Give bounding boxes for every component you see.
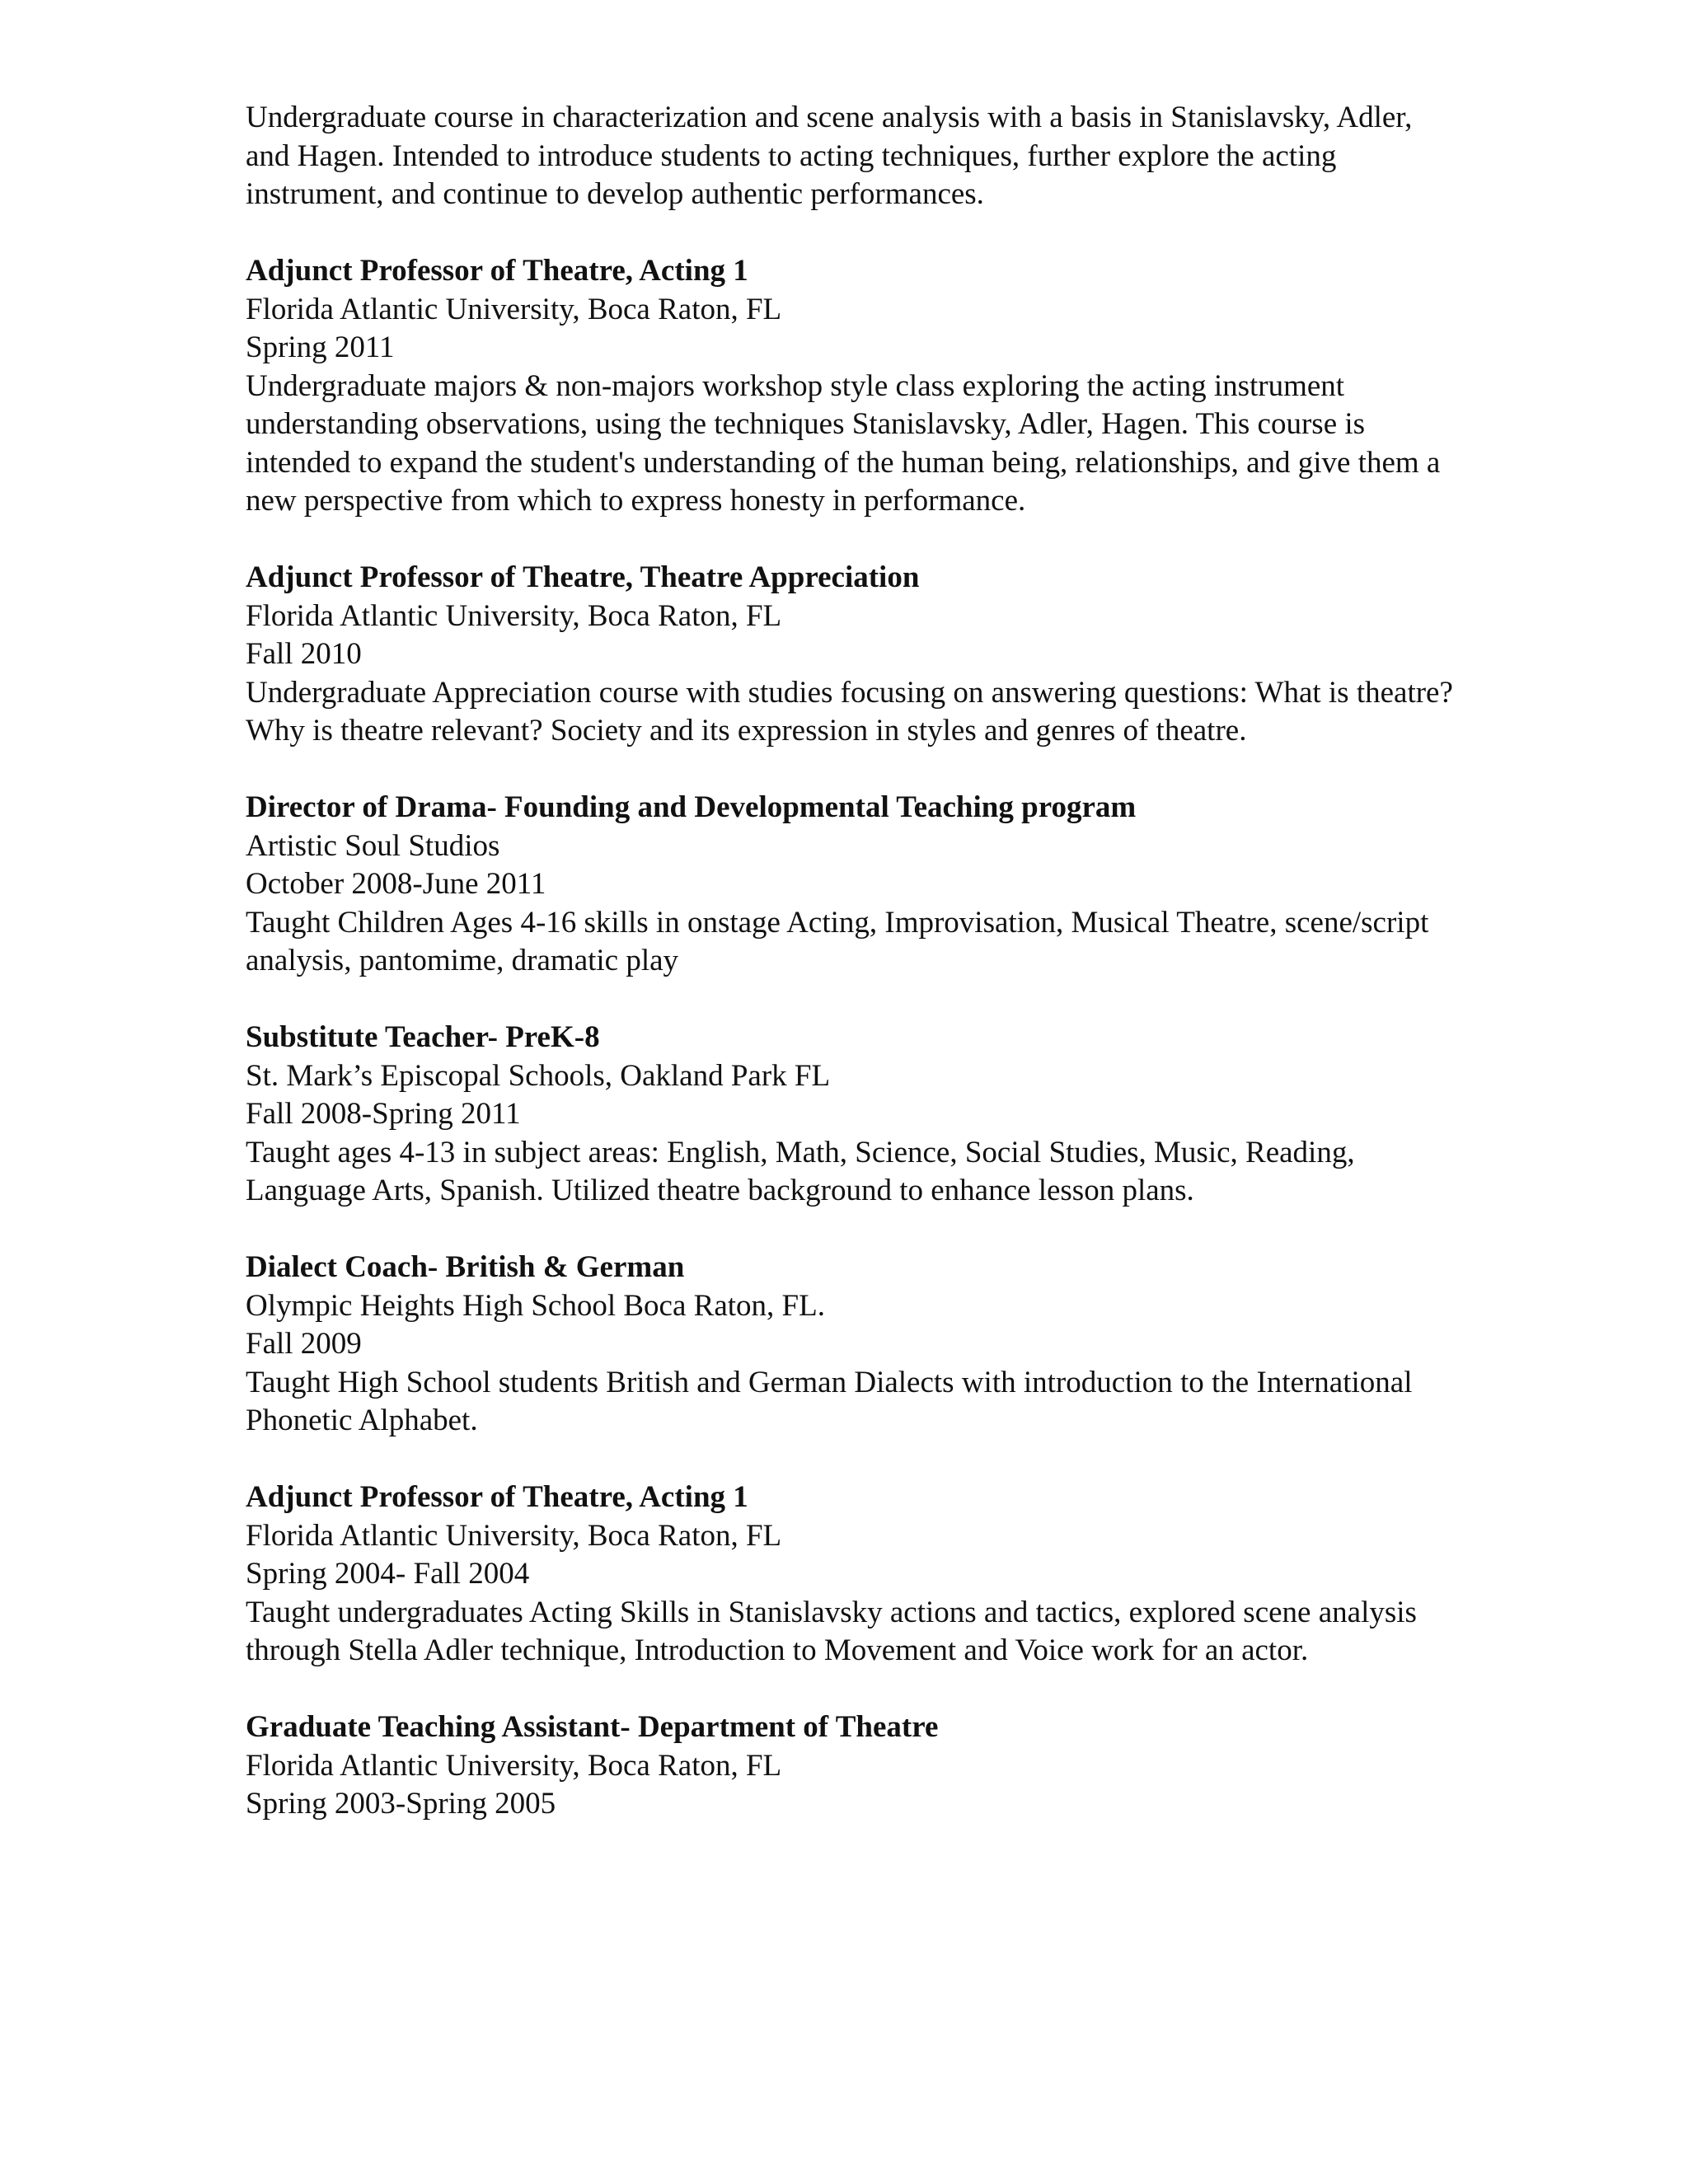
entry-organization: Florida Atlantic University, Boca Raton, FL xyxy=(246,292,782,326)
entry-description: Undergraduate Appreciation course with studies focusing on answering questions: What is theatre? Why is theatre relevant? Society and its expression in styles and genres of theatre. xyxy=(246,675,1453,748)
entry-organization: St. Mark’s Episcopal Schools, Oakland Park FL xyxy=(246,1058,831,1093)
entry-description: Taught ages 4-13 in subject areas: English, Math, Science, Social Studies, Music, Reading, Language Arts, Spanish. Utilized theatre background to enhance lesson plans. xyxy=(246,1135,1355,1207)
entry-organization: Florida Atlantic University, Boca Raton, FL xyxy=(246,1748,782,1783)
intro-description: Undergraduate course in characterization and scene analysis with a basis in Stanislavsky, Adler, and Hagen. Intended to introduce students to acting techniques, further explore the acting instrument, and continue to develop authentic performances. xyxy=(246,101,1413,211)
experience-entry-acting-1-2011 xyxy=(246,252,1457,521)
entry-title: Substitute Teacher- PreK-8 xyxy=(246,1020,600,1054)
entry-organization: Artistic Soul Studios xyxy=(246,828,500,863)
entry-dates: October 2008-June 2011 xyxy=(246,867,546,901)
entry-title: Adjunct Professor of Theatre, Theatre Appreciation xyxy=(246,560,920,594)
entry-dates: Spring 2003-Spring 2005 xyxy=(246,1787,556,1821)
intro-section xyxy=(246,99,1457,214)
entry-title: Adjunct Professor of Theatre, Acting 1 xyxy=(246,254,748,288)
experience-entry-graduate-teaching-assistant xyxy=(246,1708,1457,1824)
entry-description: Taught Children Ages 4-16 skills in onstage Acting, Improvisation, Musical Theatre, scene/script analysis, pantomime, dramatic play xyxy=(246,905,1429,977)
entry-dates: Spring 2011 xyxy=(246,330,395,364)
experience-entry-director-of-drama xyxy=(246,789,1457,981)
entry-title: Graduate Teaching Assistant- Department of Theatre xyxy=(246,1710,939,1744)
entry-title: Dialect Coach- British & German xyxy=(246,1250,685,1284)
resume-page xyxy=(246,99,1457,1824)
experience-entry-theatre-appreciation xyxy=(246,559,1457,751)
entry-organization: Florida Atlantic University, Boca Raton, FL xyxy=(246,1518,782,1553)
entry-title: Director of Drama- Founding and Developmental Teaching program xyxy=(246,790,1137,824)
experience-entry-dialect-coach xyxy=(246,1249,1457,1441)
entry-description: Undergraduate majors & non-majors workshop style class exploring the acting instrument understanding observations, using the techniques Stanislavsky, Adler, Hagen. This course is intended to expand the student's understanding of the human being, relationships, and give them a new perspective from which to express honesty in performance. xyxy=(246,368,1441,518)
entry-dates: Spring 2004- Fall 2004 xyxy=(246,1557,530,1591)
entry-description: Taught undergraduates Acting Skills in Stanislavsky actions and tactics, explored scene analysis through Stella Adler technique, Introduction to Movement and Voice work for an actor. xyxy=(246,1595,1417,1667)
entry-title: Adjunct Professor of Theatre, Acting 1 xyxy=(246,1480,748,1514)
entry-dates: Fall 2008-Spring 2011 xyxy=(246,1097,521,1131)
entry-description: Taught High School students British and German Dialects with introduction to the International Phonetic Alphabet. xyxy=(246,1365,1413,1437)
entry-dates: Fall 2009 xyxy=(246,1327,362,1361)
entry-organization: Florida Atlantic University, Boca Raton, FL xyxy=(246,598,782,633)
entry-dates: Fall 2010 xyxy=(246,637,362,671)
experience-entry-acting-1-2004 xyxy=(246,1479,1457,1671)
entry-organization: Olympic Heights High School Boca Raton, FL. xyxy=(246,1288,825,1323)
experience-entry-substitute-teacher xyxy=(246,1019,1457,1211)
